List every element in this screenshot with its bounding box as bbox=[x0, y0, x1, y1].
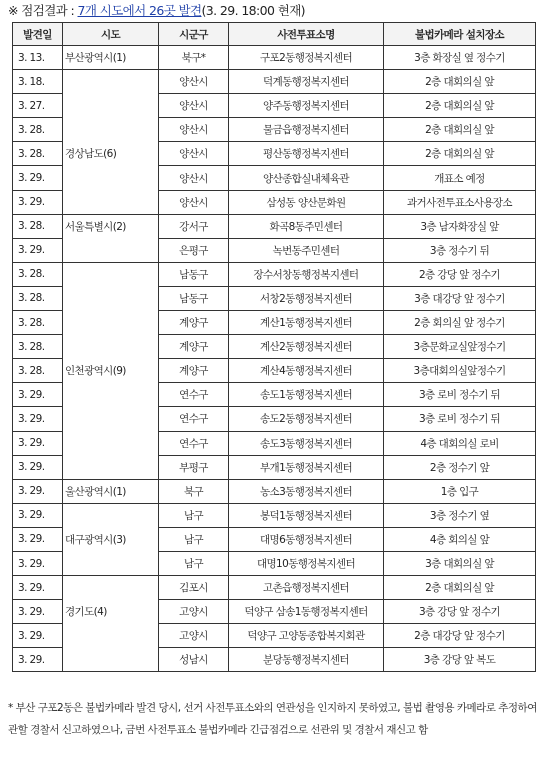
cell-date: 3. 28. bbox=[13, 335, 63, 359]
cell-place: 녹번동주민센터 bbox=[229, 238, 384, 262]
cell-location: 2층 대회의실 앞 bbox=[384, 70, 536, 94]
cell-city: 양산시 bbox=[159, 142, 229, 166]
table-row bbox=[13, 431, 536, 455]
cell-place: 구포2동행정복지센터 bbox=[229, 46, 384, 70]
cell-date: 3. 29. bbox=[13, 431, 63, 455]
header-highlight: 7개 시도에서 26곳 발견 bbox=[77, 3, 202, 18]
cell-place: 송도3동행정복지센터 bbox=[229, 431, 384, 455]
cell-place: 농소3동행정복지센터 bbox=[229, 479, 384, 503]
cell-region bbox=[63, 94, 159, 118]
cell-region bbox=[63, 407, 159, 431]
cell-place: 계산2동행정복지센터 bbox=[229, 335, 384, 359]
cell-location: 2층 대회의실 앞 bbox=[384, 576, 536, 600]
cell-region bbox=[63, 335, 159, 359]
cell-date: 3. 28. bbox=[13, 359, 63, 383]
cell-location: 3층 강당 앞 복도 bbox=[384, 648, 536, 672]
cell-date: 3. 29. bbox=[13, 238, 63, 262]
cell-place: 송도1동행정복지센터 bbox=[229, 383, 384, 407]
footnote: * 부산 구포2동은 불법카메라 발견 당시, 선거 사전투표소와의 연관성을 인지하지 못하였고, 불법 촬영용 카메라로 추정하여 관할 경찰서 신고하였으나, 금번 사전투표소 불법카메라 긴급점검으로 선관위 및 경찰서 재신고 함 bbox=[8, 702, 537, 736]
cell-date: 3. 28. bbox=[13, 286, 63, 310]
table-row bbox=[13, 624, 536, 648]
table-row bbox=[13, 335, 536, 359]
cell-city: 연수구 bbox=[159, 431, 229, 455]
cell-date: 3. 29. bbox=[13, 527, 63, 551]
cell-place: 계산4동행정복지센터 bbox=[229, 359, 384, 383]
table-row bbox=[13, 503, 536, 527]
cell-region bbox=[63, 311, 159, 335]
cell-place: 평산동행정복지센터 bbox=[229, 142, 384, 166]
cell-city: 남구 bbox=[159, 527, 229, 551]
cell-region bbox=[63, 118, 159, 142]
cell-place: 물금읍행정복지센터 bbox=[229, 118, 384, 142]
cell-location: 2층 대회의실 앞 bbox=[384, 142, 536, 166]
cell-place: 송도2동행정복지센터 bbox=[229, 407, 384, 431]
table-row bbox=[13, 455, 536, 479]
cell-date: 3. 28. bbox=[13, 262, 63, 286]
cell-place: 서창2동행정복지센터 bbox=[229, 286, 384, 310]
cell-place: 분당동행정복지센터 bbox=[229, 648, 384, 672]
cell-location: 2층 대회의실 앞 bbox=[384, 94, 536, 118]
cell-location: 개표소 예정 bbox=[384, 166, 536, 190]
cell-region bbox=[63, 503, 159, 527]
cell-place: 봉덕1동행정복지센터 bbox=[229, 503, 384, 527]
cell-place: 삼성동 양산문화원 bbox=[229, 190, 384, 214]
table-row bbox=[13, 262, 536, 286]
cell-city: 남동구 bbox=[159, 262, 229, 286]
table-row bbox=[13, 190, 536, 214]
cell-location: 3층대회의실앞정수기 bbox=[384, 359, 536, 383]
cell-city: 고양시 bbox=[159, 600, 229, 624]
cell-place: 양산종합실내체육관 bbox=[229, 166, 384, 190]
table-body bbox=[13, 46, 536, 672]
cell-region: 울산광역시(1) bbox=[63, 479, 159, 503]
cell-location: 2층 정수기 앞 bbox=[384, 455, 536, 479]
cell-date: 3. 29. bbox=[13, 648, 63, 672]
cell-city: 연수구 bbox=[159, 383, 229, 407]
cell-region: 인천광역시(9) bbox=[63, 359, 159, 383]
cell-date: 3. 29. bbox=[13, 166, 63, 190]
cell-location: 2층 회의실 앞 정수기 bbox=[384, 311, 536, 335]
table-row bbox=[13, 576, 536, 600]
cell-date: 3. 29. bbox=[13, 455, 63, 479]
cell-region bbox=[63, 624, 159, 648]
cell-place: 덕양구 삼송1동행정복지센터 bbox=[229, 600, 384, 624]
cell-city: 계양구 bbox=[159, 311, 229, 335]
cell-date: 3. 29. bbox=[13, 190, 63, 214]
cell-city: 남구 bbox=[159, 551, 229, 575]
table-row bbox=[13, 286, 536, 310]
header-prefix: ※ 점검결과 : bbox=[8, 3, 78, 18]
cell-place: 덕양구 고양동종합복지회관 bbox=[229, 624, 384, 648]
cell-location: 4층 회의실 앞 bbox=[384, 527, 536, 551]
cell-city: 남동구 bbox=[159, 286, 229, 310]
cell-date: 3. 29. bbox=[13, 479, 63, 503]
cell-city: 강서구 bbox=[159, 214, 229, 238]
cell-city: 은평구 bbox=[159, 238, 229, 262]
cell-place: 부개1동행정복지센터 bbox=[229, 455, 384, 479]
cell-location: 3층 로비 정수기 뒤 bbox=[384, 383, 536, 407]
cell-city: 양산시 bbox=[159, 94, 229, 118]
cell-date: 3. 29. bbox=[13, 624, 63, 648]
table-header-row bbox=[13, 23, 536, 46]
cell-location: 3층 정수기 뒤 bbox=[384, 238, 536, 262]
cell-place: 덕계동행정복지센터 bbox=[229, 70, 384, 94]
cell-region bbox=[63, 551, 159, 575]
col-header-date: 발견일 bbox=[13, 23, 63, 46]
cell-location: 3층문화교실앞정수기 bbox=[384, 335, 536, 359]
cell-date: 3. 28. bbox=[13, 214, 63, 238]
col-header-city: 시군구 bbox=[159, 23, 229, 46]
cell-region bbox=[63, 70, 159, 94]
cell-region: 경상남도(6) bbox=[63, 142, 159, 166]
cell-place: 화곡8동주민센터 bbox=[229, 214, 384, 238]
table-row bbox=[13, 551, 536, 575]
cell-city: 성남시 bbox=[159, 648, 229, 672]
cell-region bbox=[63, 648, 159, 672]
col-header-location: 불법카메라 설치장소 bbox=[384, 23, 536, 46]
cell-location: 3층 대회의실 앞 bbox=[384, 551, 536, 575]
cell-location: 과거사전투표소사용장소 bbox=[384, 190, 536, 214]
cell-date: 3. 29. bbox=[13, 576, 63, 600]
cell-date: 3. 13. bbox=[13, 46, 63, 70]
cell-city: 남구 bbox=[159, 503, 229, 527]
cell-city: 북구 bbox=[159, 479, 229, 503]
cell-location: 3층 화장실 옆 정수기 bbox=[384, 46, 536, 70]
col-header-region: 시도 bbox=[63, 23, 159, 46]
cell-region bbox=[63, 455, 159, 479]
cell-region: 대구광역시(3) bbox=[63, 527, 159, 551]
table-row bbox=[13, 70, 536, 94]
cell-place: 대명10동행정복지센터 bbox=[229, 551, 384, 575]
cell-region bbox=[63, 262, 159, 286]
cell-date: 3. 27. bbox=[13, 94, 63, 118]
cell-city: 계양구 bbox=[159, 335, 229, 359]
cell-region bbox=[63, 383, 159, 407]
cell-location: 2층 대회의실 앞 bbox=[384, 118, 536, 142]
table-row bbox=[13, 600, 536, 624]
table-row bbox=[13, 238, 536, 262]
cell-date: 3. 29. bbox=[13, 551, 63, 575]
cell-place: 장수서창동행정복지센터 bbox=[229, 262, 384, 286]
cell-place: 계산1동행정복지센터 bbox=[229, 311, 384, 335]
table-row bbox=[13, 142, 536, 166]
cell-region bbox=[63, 238, 159, 262]
cell-city: 김포시 bbox=[159, 576, 229, 600]
table-row bbox=[13, 407, 536, 431]
cell-city: 북구* bbox=[159, 46, 229, 70]
cell-region: 서울특별시(2) bbox=[63, 214, 159, 238]
cell-region bbox=[63, 576, 159, 600]
table-row bbox=[13, 479, 536, 503]
table-row bbox=[13, 166, 536, 190]
cell-place: 양주동행정복지센터 bbox=[229, 94, 384, 118]
table-row bbox=[13, 214, 536, 238]
cell-place: 대명6동행정복지센터 bbox=[229, 527, 384, 551]
cell-city: 연수구 bbox=[159, 407, 229, 431]
cell-location: 3층 강당 앞 정수기 bbox=[384, 600, 536, 624]
table-row bbox=[13, 359, 536, 383]
cell-city: 양산시 bbox=[159, 166, 229, 190]
table-row bbox=[13, 648, 536, 672]
cell-date: 3. 18. bbox=[13, 70, 63, 94]
result-header bbox=[8, 1, 305, 19]
table-row bbox=[13, 46, 536, 70]
cell-date: 3. 28. bbox=[13, 118, 63, 142]
cell-region bbox=[63, 286, 159, 310]
cell-region bbox=[63, 166, 159, 190]
cell-location: 3층 남자화장실 앞 bbox=[384, 214, 536, 238]
header-suffix: (3. 29. 18:00 현재) bbox=[201, 3, 305, 18]
cell-location: 2층 강당 앞 정수기 bbox=[384, 262, 536, 286]
cell-city: 양산시 bbox=[159, 118, 229, 142]
table-row bbox=[13, 94, 536, 118]
cell-date: 3. 29. bbox=[13, 503, 63, 527]
cell-location: 1층 입구 bbox=[384, 479, 536, 503]
cell-date: 3. 29. bbox=[13, 383, 63, 407]
cell-region bbox=[63, 431, 159, 455]
cell-region: 경기도(4) bbox=[63, 600, 159, 624]
cell-region: 부산광역시(1) bbox=[63, 46, 159, 70]
table-row bbox=[13, 311, 536, 335]
cell-city: 고양시 bbox=[159, 624, 229, 648]
cell-location: 3층 로비 정수기 뒤 bbox=[384, 407, 536, 431]
cell-city: 양산시 bbox=[159, 190, 229, 214]
col-header-place: 사전투표소명 bbox=[229, 23, 384, 46]
cell-location: 3층 대강당 앞 정수기 bbox=[384, 286, 536, 310]
cell-region bbox=[63, 190, 159, 214]
cell-date: 3. 29. bbox=[13, 600, 63, 624]
cell-location: 2층 대강당 앞 정수기 bbox=[384, 624, 536, 648]
cell-city: 부평구 bbox=[159, 455, 229, 479]
cell-date: 3. 28. bbox=[13, 142, 63, 166]
camera-findings-table bbox=[12, 22, 536, 672]
table-row bbox=[13, 118, 536, 142]
cell-location: 4층 대회의실 로비 bbox=[384, 431, 536, 455]
cell-location: 3층 정수기 옆 bbox=[384, 503, 536, 527]
table-row bbox=[13, 527, 536, 551]
table-row bbox=[13, 383, 536, 407]
cell-city: 계양구 bbox=[159, 359, 229, 383]
cell-city: 양산시 bbox=[159, 70, 229, 94]
cell-place: 고촌읍행정복지센터 bbox=[229, 576, 384, 600]
cell-date: 3. 28. bbox=[13, 311, 63, 335]
cell-date: 3. 29. bbox=[13, 407, 63, 431]
